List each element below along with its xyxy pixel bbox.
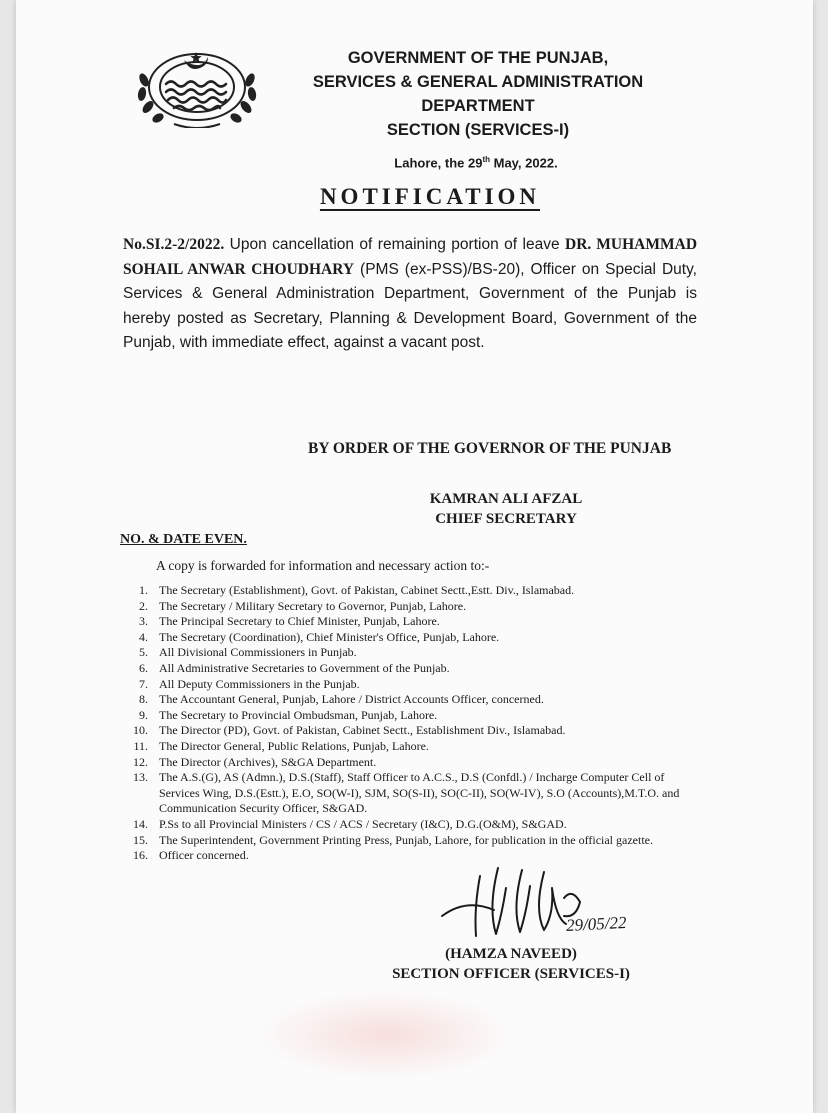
department-header [278, 46, 678, 142]
list-text: The Principal Secretary to Chief Minister, Punjab, Lahore. [159, 614, 440, 629]
chief-secretary-designation: CHIEF SECRETARY [435, 511, 577, 527]
list-number: 6. [139, 660, 148, 675]
list-item [122, 708, 682, 724]
list-item [122, 614, 682, 630]
list-number: 9. [139, 707, 148, 722]
list-text: The Secretary (Establishment), Govt. of Pakistan, Cabinet Sectt.,Estt. Div., Islamabad. [159, 583, 575, 597]
list-item [122, 692, 682, 708]
list-text: The Secretary to Provincial Ombudsman, Punjab, Lahore. [159, 707, 438, 722]
list-text: All Administrative Secretaries to Government of the Punjab. [159, 660, 450, 675]
list-item [122, 770, 682, 817]
list-item [122, 739, 682, 755]
reference-number: No.SI.2-2/2022. [123, 236, 225, 253]
list-text: The Director (Archives), S&GA Department. [159, 754, 377, 769]
list-text: Officer concerned. [159, 848, 249, 863]
list-number: 16. [133, 848, 148, 863]
order-line: BY ORDER OF THE GOVERNOR OF THE PUNJAB [308, 440, 672, 457]
list-number: 7. [139, 676, 148, 691]
date-ordinal: th [482, 155, 490, 164]
list-text: The Superintendent, Government Printing Press, Punjab, Lahore, for publication in the official gazette. [159, 832, 653, 847]
list-text: The Accountant General, Punjab, Lahore / District Accounts Officer, concerned. [159, 692, 544, 707]
notification-title: NOTIFICATION [319, 184, 541, 209]
section-officer-block [376, 944, 646, 984]
list-item [122, 817, 682, 833]
list-item [122, 645, 682, 661]
list-text: The Director General, Public Relations, Punjab, Lahore. [159, 738, 429, 753]
list-number: 2. [139, 598, 148, 613]
list-number: 11. [133, 738, 148, 753]
handwritten-signature [436, 858, 636, 948]
list-text: All Deputy Commissioners in the Punjab. [159, 676, 360, 691]
header-line-3: DEPARTMENT [421, 97, 535, 115]
list-item [122, 661, 682, 677]
list-number: 1. [139, 583, 148, 597]
header-line-4: SECTION (SERVICES-I) [386, 121, 570, 139]
list-number: 13. [133, 770, 148, 785]
section-officer-name: (HAMZA NAVEED) [445, 946, 577, 962]
section-officer-designation: SECTION OFFICER (SERVICES-I) [392, 966, 630, 982]
list-item [122, 630, 682, 646]
list-item [122, 599, 682, 615]
date-rest: May, 2022. [490, 155, 558, 171]
copy-recipient-list [122, 583, 682, 864]
list-text: The Director (PD), Govt. of Pakistan, Cabinet Sectt., Establishment Div., Islamabad. [159, 723, 566, 738]
body-text-1: Upon cancellation of remaining portion of leave [224, 236, 566, 253]
list-item [122, 677, 682, 693]
stamp-bleed-through [256, 990, 516, 1080]
copy-forward-line: A copy is forwarded for information and necessary action to:- [156, 558, 490, 573]
list-item [122, 833, 682, 849]
notification-body [123, 233, 697, 356]
no-date-even: NO. & DATE EVEN. [120, 532, 247, 547]
punjab-emblem-icon [134, 46, 260, 128]
list-number: 4. [139, 629, 148, 644]
chief-secretary-name: KAMRAN ALI AFZAL [429, 491, 583, 507]
list-item [122, 583, 682, 599]
body-text-2: (PMS (ex-PSS)/BS-20), Officer on Special Duty, Services & General Administration Department, Government of the Punjab is hereby posted as Secretary, Planning & Development Board, Government of the Punjab, with immediate effect, against a vacant post. [123, 260, 697, 352]
list-number: 3. [139, 614, 148, 629]
list-item [122, 755, 682, 771]
list-text: P.Ss to all Provincial Ministers / CS / ACS / Secretary (I&C), D.G.(O&M), S&GAD. [159, 816, 567, 831]
date-line [356, 155, 596, 170]
header-line-1: GOVERNMENT OF THE PUNJAB, [347, 49, 609, 67]
header-line-2: SERVICES & GENERAL ADMINISTRATION [312, 73, 644, 91]
date-prefix: Lahore, the 29 [394, 155, 483, 171]
list-text: The A.S.(G), AS (Admn.), D.S.(Staff), Staff Officer to A.C.S., D.S (Confdl.) / Incharge Computer Cell of Services Wing, D.S.(Estt.), E.O, SO(W-I), SJM, SO(S-II), SO(C-II), SO(W-IV), S.O (Accounts),M.T.O. and Communication Security Officer, S&GAD. [159, 770, 680, 816]
notification-page [16, 0, 813, 1113]
officer-name: DR. MUHAMMAD SOHAIL ANWAR CHOUDHARY [123, 236, 698, 278]
list-number: 14. [133, 816, 148, 831]
list-text: The Secretary / Military Secretary to Governor, Punjab, Lahore. [159, 598, 467, 613]
list-number: 12. [133, 754, 148, 769]
signature-date: 29/05/22 [565, 912, 627, 936]
list-number: 5. [139, 645, 148, 660]
list-text: All Divisional Commissioners in Punjab. [159, 645, 357, 660]
list-number: 8. [139, 692, 148, 707]
chief-secretary-block [396, 489, 616, 529]
list-number: 15. [133, 832, 148, 847]
list-text: The Secretary (Coordination), Chief Minister's Office, Punjab, Lahore. [159, 629, 500, 644]
list-item [122, 723, 682, 739]
list-number: 10. [133, 723, 148, 738]
